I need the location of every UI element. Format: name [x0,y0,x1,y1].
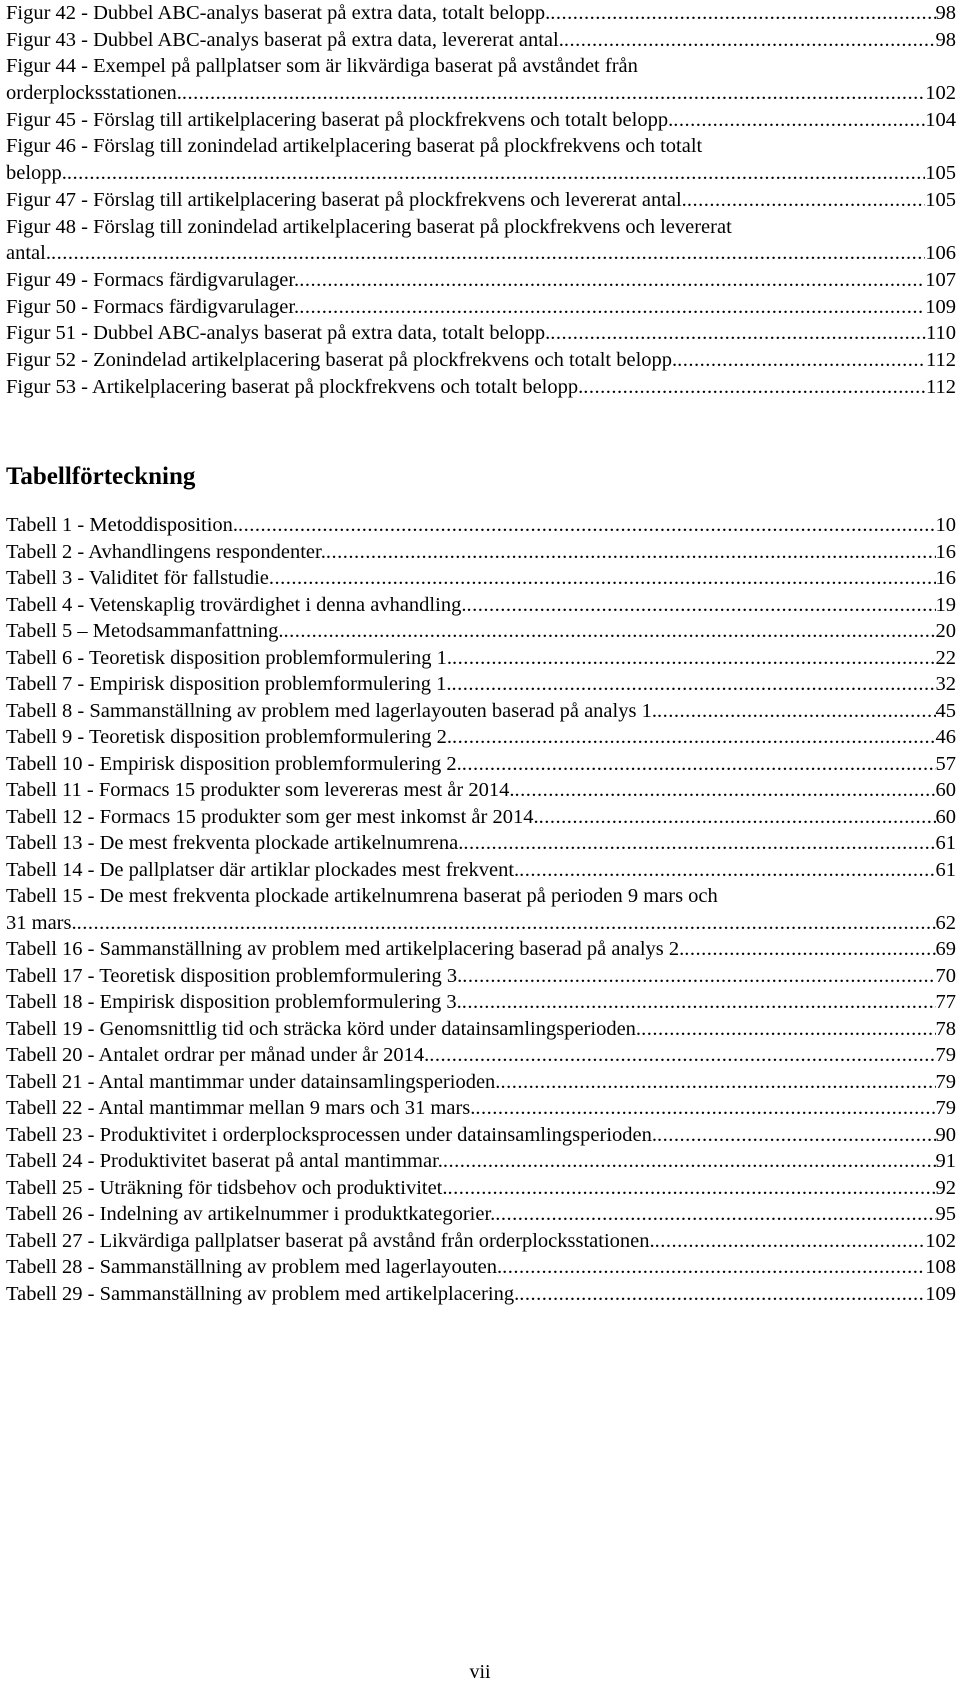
dot-leader [462,963,935,990]
table-entry-title: Tabell 3 - Validitet för fallstudie [6,567,269,590]
table-entry-title: Tabell 11 - Formacs 15 produkter som levereras mest år 2014. [6,779,515,802]
table-entry[interactable] [6,539,956,566]
table-entry[interactable] [6,592,956,619]
table-entry-title: Tabell 23 - Produktivitet i orderplocksprocessen under datainsamlingsperioden. [6,1123,657,1146]
figure-entry[interactable] [6,374,956,401]
figure-entry-page: 98 [935,28,956,51]
dot-leader [500,1069,935,1096]
table-entry-title: Tabell 21 - Antal mantimmar under datainsamlingsperioden. [6,1070,501,1093]
table-entry[interactable] [6,671,956,698]
figure-entry-page: 98 [935,2,956,24]
table-entry-page: 20 [935,620,956,643]
table-entry[interactable] [6,1042,956,1069]
dot-leader [475,1095,935,1122]
figure-entry-title: Figur 43 - Dubbel ABC-analys baserat på extra data, levererat antal. [6,28,564,51]
dot-leader [564,27,936,54]
tables-heading: Tabellförteckning [6,463,196,491]
dot-leader [182,80,925,107]
table-entry-page: 108 [925,1256,956,1279]
table-entry[interactable] [6,1228,956,1255]
table-entry-title: Tabell 9 - Teoretisk disposition problemformulering 2. [6,726,452,749]
table-entry[interactable] [6,1016,956,1043]
figure-entry-title: Figur 42 - Dubbel ABC-analys baserat på extra data, totalt belopp. [6,2,551,24]
figure-entry-line[interactable]: Figur 46 - Förslag till zonindelad artikelplacering baserat på plockfrekvens och totalt [6,135,703,158]
table-entry[interactable] [6,512,956,539]
figure-entry[interactable] [6,160,956,187]
table-entry-page: 78 [935,1017,956,1040]
table-entry-title: Tabell 22 - Antal mantimmar mellan 9 mars och 31 mars. [6,1097,476,1120]
table-entry-title: Tabell 2 - Avhandlingens respondenter. [6,540,326,563]
dot-leader [550,0,935,27]
figure-entry[interactable] [6,240,956,267]
table-entry[interactable] [6,1254,956,1281]
figure-entry-page: 106 [925,242,956,265]
table-entry[interactable] [6,963,956,990]
table-entry[interactable] [6,936,956,963]
dot-leader [51,240,925,267]
dot-leader [502,1254,925,1281]
table-entry-title: Tabell 25 - Uträkning för tidsbehov och produktivitet. [6,1176,448,1199]
table-entry-page: 46 [935,726,956,749]
table-entry-title: Tabell 17 - Teoretisk disposition problemformulering 3. [6,964,463,987]
dot-leader [641,1016,935,1043]
figure-entry[interactable] [6,107,956,134]
table-entry-title: Tabell 16 - Sammanställning av problem med artikelplacering baserad på analys 2. [6,938,685,961]
dot-leader [657,698,936,725]
dot-leader [77,910,936,937]
dot-leader [269,565,936,592]
table-entry-page: 32 [935,673,956,696]
table-entry-title: Tabell 12 - Formacs 15 produkter som ger mest inkomst år 2014. [6,805,539,828]
dot-leader [677,347,926,374]
document-page [6,0,956,1307]
table-entry-title: Tabell 10 - Empirisk disposition problemformulering 2. [6,752,462,775]
table-entry-page: 19 [935,593,956,616]
figure-list [6,0,956,400]
table-entry-title: Tabell 19 - Genomsnittlig tid och sträcka körd under datainsamlingsperioden. [6,1017,642,1040]
table-entry-title: Tabell 6 - Teoretisk disposition problemformulering 1. [6,646,452,669]
figure-entry-title: Figur 52 - Zonindelad artikelplacering baserat på plockfrekvens och totalt belopp. [6,348,678,371]
table-entry-page: 79 [935,1044,956,1067]
table-entry[interactable] [6,1175,956,1202]
figure-entry[interactable] [6,294,956,321]
table-entry-title: Tabell 24 - Produktivitet baserat på antal mantimmar. [6,1150,443,1173]
table-entry-page: 102 [925,1229,956,1252]
table-entry[interactable] [6,1069,956,1096]
dot-leader [550,320,926,347]
figure-entry-title: orderplocksstationen. [6,82,182,105]
table-entry[interactable] [6,1148,956,1175]
figure-entry-title: Figur 50 - Formacs färdigvarulager. [6,295,300,318]
table-entry[interactable] [6,1281,956,1308]
table-entry[interactable] [6,645,956,672]
figure-entry-title: Figur 49 - Formacs färdigvarulager. [6,268,300,291]
table-entry-title: Tabell 1 - Metoddisposition. [6,514,239,537]
figure-entry[interactable] [6,0,956,27]
table-entry[interactable] [6,698,956,725]
figure-entry-title: antal. [6,242,51,265]
table-entry-page: 10 [935,514,956,537]
dot-leader [583,374,926,401]
figure-entry-page: 112 [926,348,956,371]
dot-leader [519,857,935,884]
table-entry-page: 69 [935,938,956,961]
table-entry-page: 60 [935,805,956,828]
dot-leader [326,539,936,566]
page-number: vii [469,1661,491,1683]
table-entry[interactable] [6,857,956,884]
dot-leader [519,1281,925,1308]
table-entry[interactable] [6,724,956,751]
table-list [6,512,956,1307]
table-entry-page: 60 [935,779,956,802]
dot-leader [429,1042,935,1069]
table-entry-page: 61 [935,832,956,855]
dot-leader [452,724,936,751]
dot-leader [448,1175,936,1202]
table-entry-page: 92 [935,1176,956,1199]
dot-leader [452,671,936,698]
figure-entry-title: Figur 45 - Förslag till artikelplacering baserat på plockfrekvens och totalt belopp. [6,108,674,131]
table-entry-title: Tabell 26 - Indelning av artikelnummer i produktkategorier. [6,1203,496,1226]
table-entry-title: Tabell 29 - Sammanställning av problem med artikelplacering. [6,1282,520,1305]
dot-leader [462,751,936,778]
figure-entry-page: 102 [925,82,956,105]
figure-entry[interactable] [6,347,956,374]
table-entry-title: Tabell 13 - De mest frekventa plockade artikelnumrena. [6,832,464,855]
table-entry-page: 79 [935,1070,956,1093]
table-entry-page: 77 [935,991,956,1014]
figure-entry-page: 104 [925,108,956,131]
table-entry-page: 91 [935,1150,956,1173]
table-entry[interactable] [6,751,956,778]
figure-entry-title: belopp. [6,162,67,185]
dot-leader [673,107,925,134]
table-entry-title: Tabell 4 - Vetenskaplig trovärdighet i denna avhandling. [6,593,467,616]
table-entry[interactable] [6,565,956,592]
table-entry[interactable] [6,989,956,1016]
table-entry-title: Tabell 8 - Sammanställning av problem med lagerlayouten baserad på analys 1. [6,699,657,722]
table-entry-page: 79 [935,1097,956,1120]
table-entry-page: 109 [925,1282,956,1305]
table-entry[interactable] [6,910,956,937]
table-entry[interactable] [6,1201,956,1228]
table-entry-title: Tabell 27 - Likvärdiga pallplatser baserat på avstånd från orderplocksstationen. [6,1229,655,1252]
table-entry-title: Tabell 7 - Empirisk disposition problemformulering 1. [6,673,452,696]
table-entry-title: Tabell 28 - Sammanställning av problem med lagerlayouten. [6,1256,503,1279]
figure-entry-page: 109 [925,295,956,318]
table-entry-title: Tabell 14 - De pallplatser där artiklar plockades mest frekvent. [6,858,520,881]
dot-leader [687,187,925,214]
table-entry-page: 90 [935,1123,956,1146]
table-entry-title: Tabell 20 - Antalet ordrar per månad under år 2014. [6,1044,430,1067]
dot-leader [539,804,936,831]
dot-leader [67,160,925,187]
dot-leader [284,618,936,645]
dot-leader [462,989,936,1016]
figure-entry-line[interactable]: Figur 44 - Exempel på pallplatser som är likvärdiga baserat på avståndet från [6,55,638,78]
table-entry[interactable] [6,1122,956,1149]
table-entry-page: 62 [935,911,956,934]
table-entry-line[interactable]: Tabell 15 - De mest frekventa plockade artikelnumrena baserat på perioden 9 mars och [6,885,718,908]
dot-leader [463,830,935,857]
dot-leader [684,936,935,963]
dot-leader [299,267,925,294]
table-entry[interactable] [6,618,956,645]
table-entry[interactable] [6,777,956,804]
table-entry-page: 45 [935,699,956,722]
figure-entry[interactable] [6,80,956,107]
dot-leader [299,294,925,321]
figure-entry-page: 107 [925,268,956,291]
table-entry[interactable] [6,804,956,831]
table-entry-page: 57 [935,752,956,775]
table-entry[interactable] [6,830,956,857]
dot-leader [514,777,935,804]
table-entry-page: 22 [935,646,956,669]
figure-entry[interactable] [6,320,956,347]
figure-entry[interactable] [6,27,956,54]
figure-entry-title: Figur 51 - Dubbel ABC-analys baserat på extra data, totalt belopp. [6,322,551,345]
table-entry-page: 95 [935,1203,956,1226]
figure-entry-page: 105 [925,188,956,211]
figure-entry-page: 105 [925,162,956,185]
figure-entry-title: Figur 47 - Förslag till artikelplacering baserat på plockfrekvens och levererat antal. [6,188,687,211]
table-entry[interactable] [6,1095,956,1122]
figure-entry-page: 112 [926,375,956,398]
figure-entry-title: Figur 53 - Artikelplacering baserat på plockfrekvens och totalt belopp. [6,375,584,398]
table-entry-page: 16 [935,567,956,590]
table-entry-title: 31 mars. [6,911,77,934]
figure-entry-line[interactable]: Figur 48 - Förslag till zonindelad artikelplacering baserat på plockfrekvens och levererat [6,215,732,238]
dot-leader [466,592,935,619]
table-entry-page: 61 [935,858,956,881]
dot-leader [443,1148,936,1175]
dot-leader [452,645,936,672]
figure-entry-page: 110 [926,322,956,345]
figure-entry[interactable] [6,187,956,214]
table-entry-title: Tabell 18 - Empirisk disposition problemformulering 3. [6,991,462,1014]
table-entry-page: 70 [935,964,956,987]
dot-leader [657,1122,936,1149]
table-entry-page: 16 [935,540,956,563]
figure-entry[interactable] [6,267,956,294]
dot-leader [655,1228,926,1255]
dot-leader [495,1201,935,1228]
dot-leader [238,512,935,539]
table-entry-title: Tabell 5 – Metodsammanfattning. [6,620,284,643]
